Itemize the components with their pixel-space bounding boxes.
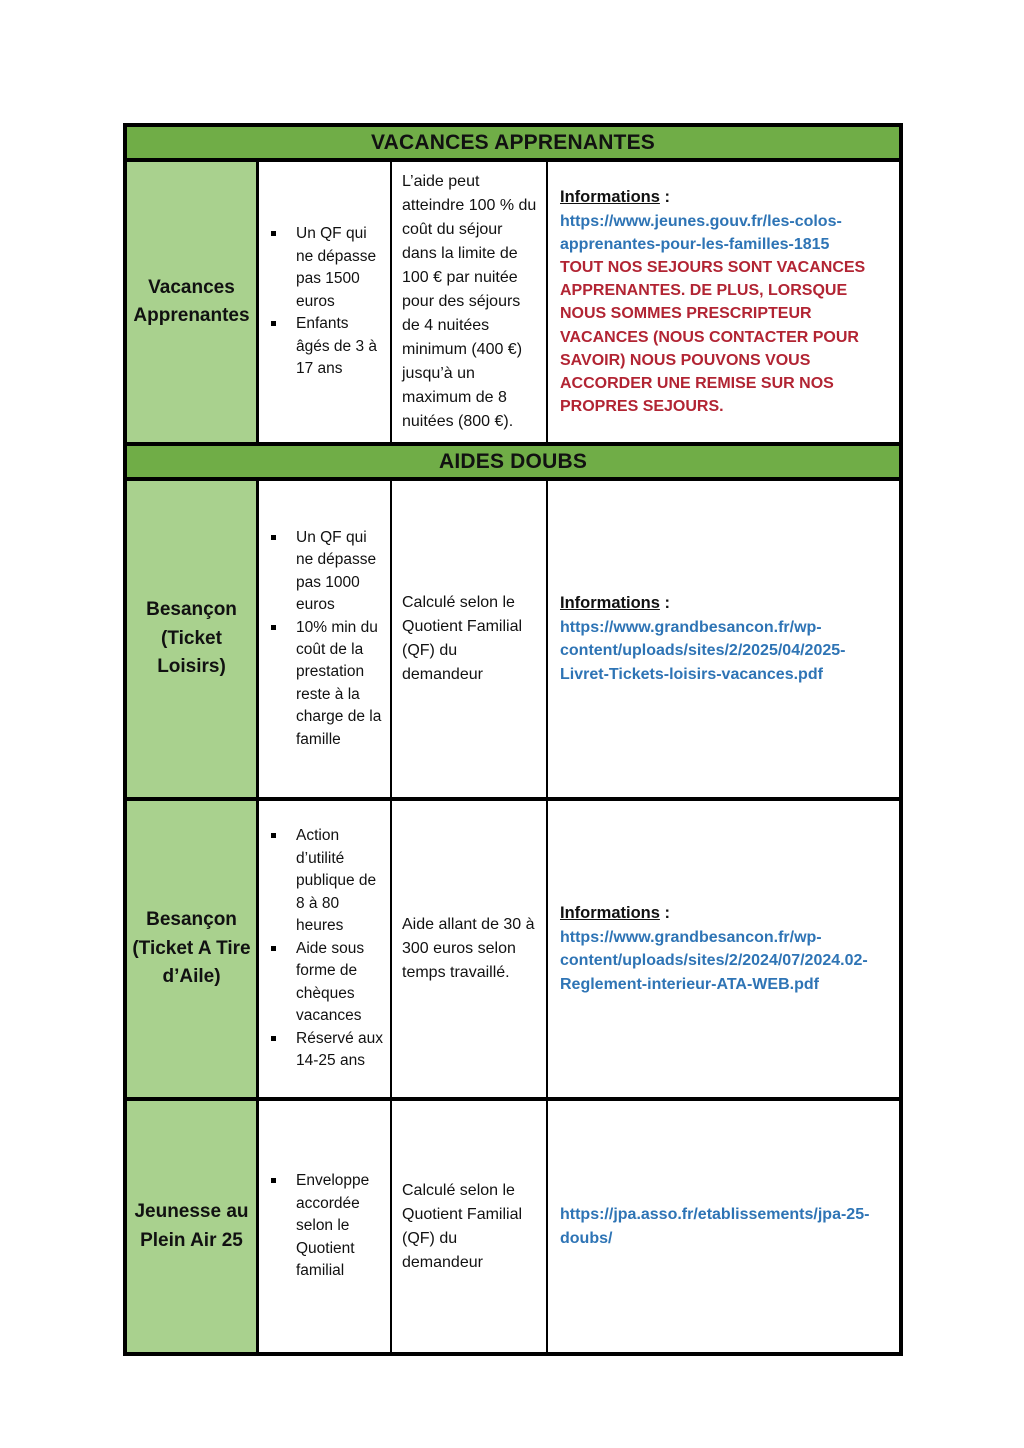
criteria-text: Action d’utilité publique de 8 à 80 heures <box>296 827 377 935</box>
criteria-text: Enfants âgés de 3 à 17 ans <box>296 315 378 378</box>
info-link[interactable]: https://www.grandbesancon.fr/wp-content/uploads/sites/2/2024/07/2024.02-Reglement-interieur-ATA-WEB.pdf <box>560 929 868 993</box>
info-cell <box>548 162 899 442</box>
criteria-text: Un QF qui ne dépasse pas 1000 euros <box>296 528 377 614</box>
table-row-besancon-ticket-a-tire-daile <box>127 801 899 1101</box>
list-item <box>269 1170 386 1282</box>
criteria-text: Aide sous forme de chèques vacances <box>296 939 365 1025</box>
criteria-cell <box>259 162 392 442</box>
info-cell <box>548 1101 899 1352</box>
info-heading <box>560 592 887 616</box>
info-heading-label: Informations <box>560 904 660 923</box>
description-cell <box>392 1101 548 1352</box>
description-text: Aide allant de 30 à 300 euros selon temps travaillé. <box>402 916 535 981</box>
criteria-cell <box>259 481 392 797</box>
description-text: Calculé selon le Quotient Familial (QF) du demandeur <box>402 1181 523 1271</box>
program-label-cell <box>127 162 259 442</box>
info-heading-label: Informations <box>560 594 660 613</box>
section-header-vacances-apprenantes: VACANCES APPRENANTES <box>127 127 899 162</box>
aid-programs-table <box>123 123 903 1356</box>
info-link[interactable]: https://www.grandbesancon.fr/wp-content/uploads/sites/2/2025/04/2025-Livret-Tickets-loisirs-vacances.pdf <box>560 619 846 683</box>
criteria-text: Un QF qui ne dépasse pas 1500 euros <box>296 225 377 310</box>
info-link[interactable]: https://jpa.asso.fr/etablissements/jpa-25-doubs/ <box>560 1206 870 1247</box>
list-item <box>269 938 386 1028</box>
list-item <box>269 617 386 752</box>
table-row-jeunesse-au-plein-air-25 <box>127 1101 899 1352</box>
criteria-text: 10% min du coût de la prestation reste à la charge de la famille <box>296 618 382 748</box>
description-cell <box>392 801 548 1097</box>
info-heading <box>560 902 887 926</box>
info-cell <box>548 481 899 797</box>
description-text: Calculé selon le Quotient Familial (QF) du demandeur <box>402 594 523 683</box>
list-item <box>269 313 386 380</box>
description-cell <box>392 481 548 797</box>
bullet-square-icon <box>271 1178 276 1183</box>
program-label: Jeunesse au Plein Air 25 <box>134 1201 249 1251</box>
bullet-square-icon <box>271 946 276 951</box>
list-item <box>269 223 386 313</box>
program-label: Besançon (Ticket A Tire d’Aile) <box>132 909 251 988</box>
bullet-square-icon <box>271 833 276 838</box>
criteria-cell <box>259 801 392 1097</box>
info-link[interactable]: https://www.jeunes.gouv.fr/les-colos-apprenantes-pour-les-familles-1815 <box>560 212 842 253</box>
info-note: TOUT NOS SEJOURS SONT VACANCES APPRENANTES. DE PLUS, LORSQUE NOUS SOMMES PRESCRIPTEUR VACANCES (NOUS CONTACTER POUR SAVOIR) NOUS POUVONS VOUS ACCORDER UNE REMISE SUR NOS PROPRES SEJOURS. <box>560 258 866 416</box>
bullet-square-icon <box>271 535 276 540</box>
program-label-cell <box>127 1101 259 1352</box>
info-heading <box>560 186 887 210</box>
list-item <box>269 527 386 617</box>
list-item <box>269 825 386 937</box>
bullet-square-icon <box>271 1036 276 1041</box>
bullet-square-icon <box>271 321 276 326</box>
bullet-square-icon <box>271 231 276 236</box>
program-label: Vacances Apprenantes <box>133 276 250 326</box>
info-heading-colon: : <box>659 594 671 613</box>
criteria-cell <box>259 1101 392 1352</box>
info-cell <box>548 801 899 1097</box>
description-text: L’aide peut atteindre 100 % du coût du séjour dans la limite de 100 € par nuitée pour des séjours de 4 nuitées minimum (400 €) jusqu’à un maximum de 8 nuitées (800 €). <box>402 173 537 430</box>
table-row-besancon-ticket-loisirs <box>127 481 899 801</box>
info-heading-label: Informations <box>560 187 660 206</box>
section-header-aides-doubs: AIDES DOUBS <box>127 446 899 481</box>
criteria-text: Réservé aux 14-25 ans <box>296 1029 384 1070</box>
program-label: Besançon (Ticket Loisirs) <box>146 599 237 678</box>
criteria-text: Enveloppe accordée selon le Quotient familial <box>296 1172 370 1280</box>
program-label-cell <box>127 481 259 797</box>
info-heading-colon: : <box>659 187 671 206</box>
bullet-square-icon <box>271 625 276 630</box>
program-label-cell <box>127 801 259 1097</box>
info-heading-colon: : <box>659 904 671 923</box>
description-cell <box>392 162 548 442</box>
list-item <box>269 1028 386 1073</box>
table-row-vacances-apprenantes <box>127 162 899 446</box>
